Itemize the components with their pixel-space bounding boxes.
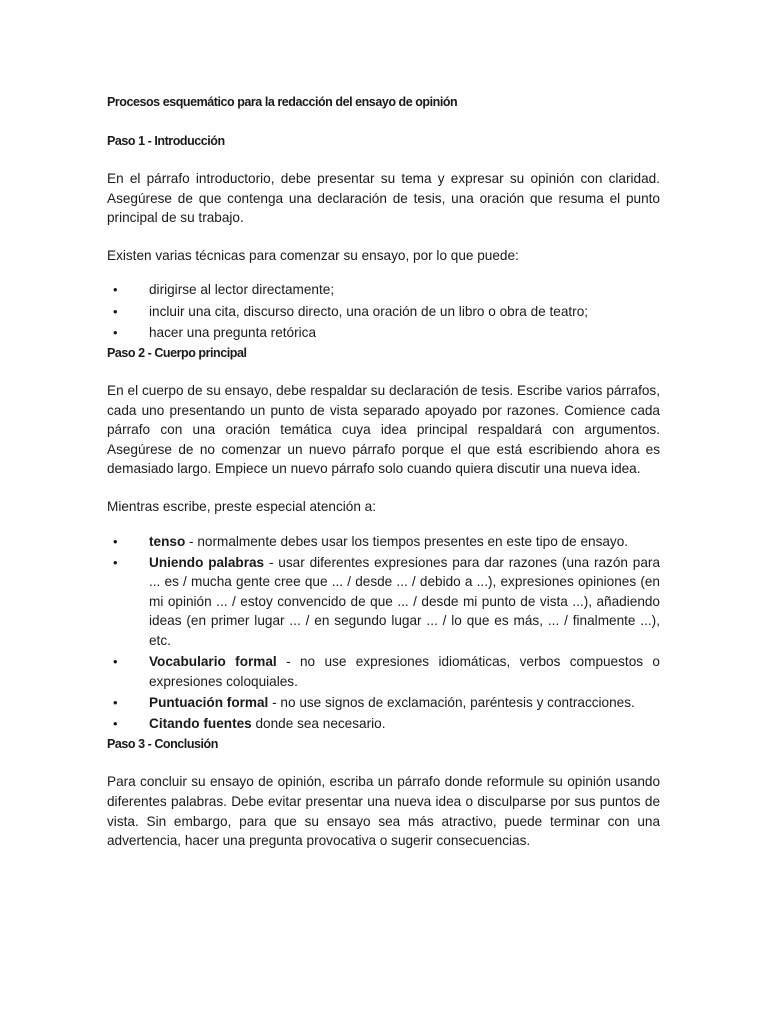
list-item-text: donde sea necesario. (251, 716, 386, 732)
document-page (107, 93, 660, 869)
list-item (107, 553, 660, 651)
bullet-icon: • (113, 324, 118, 340)
step2-heading: Paso 2 - Cuerpo principal (107, 345, 247, 360)
bullet-icon: • (113, 533, 118, 549)
step2-paragraph-2: Mientras escribe, preste especial atención a: (107, 498, 376, 514)
step1-heading: Paso 1 - Introducción (107, 134, 225, 148)
list-item-text: - no use signos de exclamación, paréntesis y contracciones. (268, 695, 635, 711)
list-item (107, 714, 660, 734)
step3-paragraph-1: Para concluir su ensayo de opinión, escriba un párrafo donde reformule su opinión usando diferentes palabras. Debe evitar presentar una nueva idea o disculparse por sus puntos de vista. Sin embargo, para que su ensayo sea más atractivo, puede terminar con una advertencia, hacer una pregunta provocativa o sugerir consecuencias. (107, 774, 660, 849)
list-item-term: Citando fuentes (149, 716, 252, 732)
step2-bullet-list (107, 532, 660, 734)
bullet-icon: • (113, 716, 118, 732)
bullet-icon: • (113, 695, 118, 711)
list-item (107, 323, 660, 343)
list-item-term: Puntuación formal (149, 695, 269, 711)
list-item-text: incluir una cita, discurso directo, una oración de un libro o obra de teatro; (149, 303, 589, 319)
step3-heading: Paso 3 - Conclusión (107, 737, 218, 752)
bullet-icon: • (113, 282, 118, 298)
list-item-text: dirigirse al lector directamente; (149, 282, 335, 298)
list-item (107, 693, 660, 713)
bullet-icon: • (113, 554, 118, 570)
list-item-text: - normalmente debes usar los tiempos presentes en este tipo de ensayo. (185, 533, 629, 549)
step2-paragraph-1: En el cuerpo de su ensayo, debe respaldar su declaración de tesis. Escribe varios párrafos, cada uno presentando un punto de vista separado apoyado por razones. Comience cada párrafo con una oración temática cuya idea principal respaldará con argumentos. Asegúrese de no comenzar un nuevo párrafo porque el que está escribiendo ahora es demasiado largo. Empiece un nuevo párrafo solo cuando quiera discutir una nueva idea. (107, 382, 660, 477)
list-item-term: Vocabulario formal (149, 654, 277, 670)
step1-bullet-list (107, 280, 660, 342)
bullet-icon: • (113, 303, 118, 319)
step1-paragraph-2: Existen varias técnicas para comenzar su ensayo, por lo que puede: (107, 247, 519, 263)
list-item (107, 302, 660, 322)
list-item-text: - usar diferentes expresiones para dar razones (una razón para ... es / mucha gente cree que ... / desde ... / debido a ...), expresiones opiniones (en mi opinión ... / estoy convencido de que ... / desde mi punto de vista ...), añadiendo ideas (en primer lugar ... / en segundo lugar ... / lo que es más, ... / finalmente ...), etc. (149, 554, 661, 649)
list-item (107, 532, 660, 552)
list-item-term: Uniendo palabras (149, 554, 265, 570)
list-item (107, 280, 660, 300)
list-item-text: hacer una pregunta retórica (149, 324, 317, 340)
list-item (107, 652, 660, 691)
document-title: Procesos esquemático para la redacción del ensayo de opinión (107, 95, 458, 109)
list-item-term: tenso (149, 533, 186, 549)
list-item-text: - no use expresiones idiomáticas, verbos compuestos o expresiones coloquiales. (149, 654, 660, 689)
bullet-icon: • (113, 654, 118, 670)
step1-paragraph-1: En el párrafo introductorio, debe presentar su tema y expresar su opinión con claridad. Asegúrese de que contenga una declaración de tesis, una oración que resuma el punto principal de su trabajo. (107, 171, 660, 226)
